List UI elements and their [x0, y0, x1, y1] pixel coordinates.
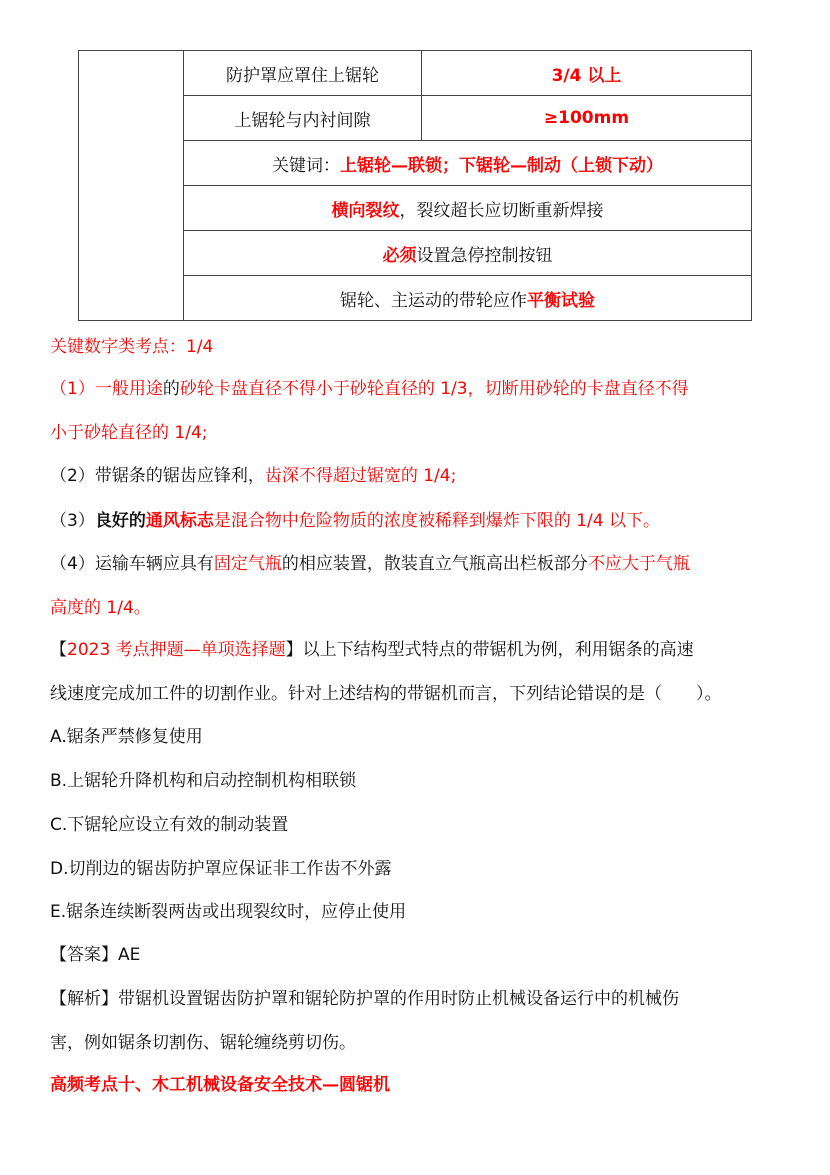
answer: 【答案】AE: [50, 945, 141, 965]
key-number-item-4: （4）运输车辆应具有固定气瓶的相应装置，散装直立气瓶高出栏板部分不应大于气瓶 高度的 1/4。: [50, 554, 690, 618]
key-number-item-3: （3）良好的通风标志是混合物中危险物质的浓度被稀释到爆炸下限的 1/4 以下。: [50, 511, 660, 531]
table-row: [79, 51, 752, 96]
question-tag: 2023 考点押题—单项选择题: [67, 640, 286, 660]
emergency-stop-cell: 必须设置急停控制按钮: [184, 231, 752, 276]
balance-cell: 锯轮、主运动的带轮应作平衡试验: [184, 276, 752, 321]
key-number-item-1: （1）一般用途的砂轮卡盘直径不得小于砂轮直径的 1/3，切断用砂轮的卡盘直径不得 小于砂轮直径的 1/4;: [50, 379, 689, 443]
option-c: C.下锯轮应设立有效的制动装置: [50, 815, 289, 835]
key-number-item-2: （2）带锯条的锯齿应锋利，齿深不得超过锯宽的 1/4;: [50, 466, 457, 486]
option-b: B.上锯轮升降机构和启动控制机构相联锁: [50, 771, 357, 791]
keyword-highlight: 上锯轮—联锁；下锯轮—制动（上锁下动）: [340, 155, 663, 176]
spec-label: 上锯轮与内衬间隙: [184, 96, 422, 141]
spec-value: 3/4 以上: [422, 51, 752, 96]
spec-value: ≥100mm: [422, 96, 752, 141]
key-numbers-heading: 关键数字类考点：1/4: [50, 337, 214, 357]
option-d: D.切削边的锯齿防护罩应保证非工作齿不外露: [50, 859, 392, 879]
option-a: A.锯条严禁修复使用: [50, 727, 203, 747]
keyword-cell: 关键词：上锯轮—联锁；下锯轮—制动（上锁下动）: [184, 141, 752, 186]
option-e: E.锯条连续断裂两齿或出现裂纹时，应停止使用: [50, 902, 407, 922]
category-cell: [79, 51, 184, 321]
band-saw-spec-table: [78, 50, 752, 321]
next-section-heading: 高频考点十、木工机械设备安全技术—圆锯机: [50, 1075, 390, 1095]
spec-label: 防护罩应罩住上锯轮: [184, 51, 422, 96]
crack-cell: 横向裂纹，裂纹超长应切断重新焊接: [184, 186, 752, 231]
analysis: 【解析】带锯机设置锯齿防护罩和锯轮防护罩的作用时防止机械设备运行中的机械伤 害，例如锯条切割伤、锯轮缠绕剪切伤。: [50, 989, 679, 1053]
question-stem: 【2023 考点押题—单项选择题】以上下结构型式特点的带锯机为例，利用锯条的高速 线速度完成加工件的切割作业。针对上述结构的带锯机而言，下列结论错误的是（ ）。: [50, 640, 722, 704]
